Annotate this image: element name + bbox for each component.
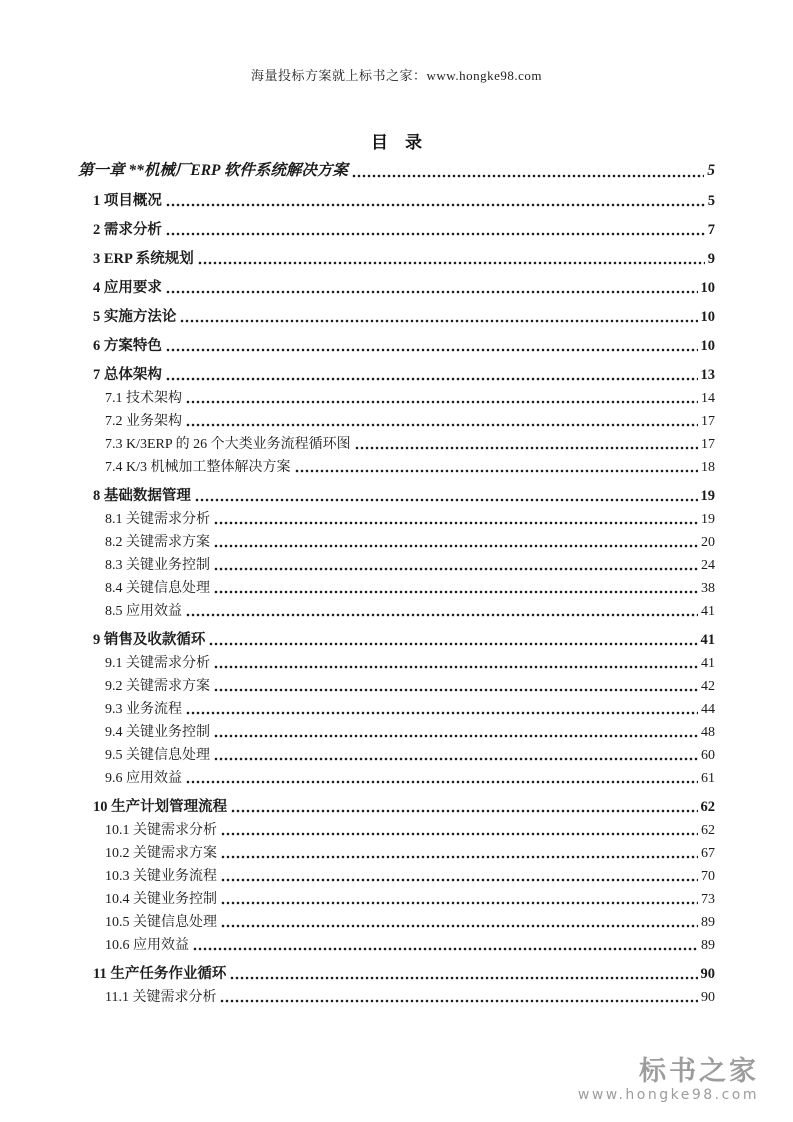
toc-entry-page: 7: [707, 222, 715, 238]
toc-entry-page: 17: [701, 436, 715, 452]
toc-entry-page: 20: [701, 534, 715, 550]
toc-entry-page: 67: [701, 845, 715, 861]
toc-entry-label: 7.4 K/3 机械加工整体解决方案: [105, 459, 291, 475]
toc-entry-label: 9.3 业务流程: [105, 701, 182, 717]
dot-leader: [166, 377, 698, 381]
toc-entry-page: 19: [701, 511, 715, 527]
toc-entry[interactable]: [78, 701, 715, 720]
dot-leader: [209, 642, 697, 646]
toc-entry-page: 41: [701, 655, 715, 671]
toc-entry[interactable]: [78, 603, 715, 622]
toc-entry-page: 17: [701, 413, 715, 429]
toc-entry[interactable]: [78, 655, 715, 674]
toc-entry-label: 9.2 关键需求方案: [105, 678, 210, 694]
toc-entry-page: 10: [700, 309, 715, 325]
toc-entry-label: 9.6 应用效益: [105, 770, 182, 786]
toc-entry-label: 11.1 关键需求分析: [105, 989, 217, 1005]
dot-leader: [186, 423, 698, 427]
toc-entry[interactable]: [78, 914, 715, 933]
dot-leader: [220, 999, 698, 1003]
dot-leader: [214, 544, 698, 548]
dot-leader: [214, 521, 698, 525]
dot-leader: [231, 809, 697, 813]
toc-entry-label: 1 项目概况: [93, 193, 162, 209]
toc-entry-page: 9: [707, 251, 715, 267]
watermark-logo: 标书之家: [639, 1056, 759, 1087]
toc-entry-page: 73: [701, 891, 715, 907]
toc-entry[interactable]: [78, 770, 715, 789]
toc-entry-page: 48: [701, 724, 715, 740]
dot-leader: [214, 590, 698, 594]
toc-entry-label: 10.2 关键需求方案: [105, 845, 217, 861]
dot-leader: [352, 174, 704, 178]
dot-leader: [166, 203, 705, 207]
toc-entry[interactable]: [78, 511, 715, 530]
toc-entry-label: 10 生产计划管理流程: [93, 799, 228, 815]
toc-entry-page: 14: [701, 390, 715, 406]
toc-entry[interactable]: [78, 366, 715, 385]
toc-entry-page: 41: [701, 603, 715, 619]
toc-entry[interactable]: [78, 337, 715, 356]
toc-entry[interactable]: [78, 747, 715, 766]
watermark: [578, 1058, 759, 1104]
toc-entry-label: 9.4 关键业务控制: [105, 724, 210, 740]
toc-entry[interactable]: [78, 557, 715, 576]
toc-entry[interactable]: [78, 487, 715, 506]
toc-entry-page: 44: [701, 701, 715, 717]
dot-leader: [198, 261, 705, 265]
dot-leader: [166, 232, 705, 236]
toc-entry[interactable]: [78, 308, 715, 327]
toc-entry-label: 8.3 关键业务控制: [105, 557, 210, 573]
toc-list: [78, 160, 715, 1007]
toc-entry[interactable]: [78, 868, 715, 887]
dot-leader: [186, 711, 698, 715]
toc-entry[interactable]: [78, 989, 715, 1008]
toc-entry-label: 4 应用要求: [93, 280, 162, 296]
toc-entry-label: 11 生产任务作业循环: [93, 966, 227, 982]
toc-entry[interactable]: [78, 965, 715, 984]
dot-leader: [221, 878, 698, 882]
toc-entry-label: 7.2 业务架构: [105, 413, 182, 429]
document-header-text: 海量投标方案就上标书之家：www.hongke98.com: [251, 68, 542, 83]
dot-leader: [193, 947, 698, 951]
toc-entry-label: 3 ERP 系统规划: [93, 251, 194, 267]
toc-entry-label: 10.6 应用效益: [105, 937, 189, 953]
dot-leader: [221, 924, 698, 928]
toc-entry-label: 8.5 应用效益: [105, 603, 182, 619]
toc-entry[interactable]: [78, 534, 715, 553]
toc-entry-page: 62: [701, 822, 715, 838]
toc-entry[interactable]: [78, 580, 715, 599]
dot-leader: [221, 855, 698, 859]
toc-entry-label: 8.2 关键需求方案: [105, 534, 210, 550]
dot-leader: [186, 780, 698, 784]
toc-entry-page: 89: [701, 914, 715, 930]
toc-entry-page: 18: [701, 459, 715, 475]
toc-entry-label: 8 基础数据管理: [93, 488, 191, 504]
dot-leader: [186, 613, 698, 617]
toc-entry-label: 7.3 K/3ERP 的 26 个大类业务流程循环图: [105, 436, 351, 452]
toc-entry-page: 60: [701, 747, 715, 763]
toc-entry-page: 70: [701, 868, 715, 884]
toc-entry-label: 8.1 关键需求分析: [105, 511, 210, 527]
dot-leader: [166, 348, 698, 352]
toc-entry[interactable]: [78, 221, 715, 240]
toc-entry[interactable]: [78, 937, 715, 956]
dot-leader: [186, 400, 698, 404]
toc-entry-page: 62: [700, 799, 715, 815]
toc-entry-label: 10.3 关键业务流程: [105, 868, 217, 884]
toc-entry-page: 42: [701, 678, 715, 694]
toc-entry-page: 61: [701, 770, 715, 786]
dot-leader: [214, 567, 698, 571]
toc-entry[interactable]: [78, 413, 715, 432]
watermark-url: www.hongke98.com: [577, 1087, 759, 1103]
toc-entry-page: 89: [701, 937, 715, 953]
toc-entry-label: 8.4 关键信息处理: [105, 580, 210, 596]
dot-leader: [295, 469, 699, 473]
toc-entry-page: 10: [700, 338, 715, 354]
toc-entry[interactable]: [78, 160, 715, 182]
toc-entry-label: 第一章 **机械厂ERP 软件系统解决方案: [78, 162, 348, 179]
dot-leader: [214, 757, 698, 761]
toc-entry-page: 24: [701, 557, 715, 573]
toc-entry-label: 10.4 关键业务控制: [105, 891, 217, 907]
toc-entry[interactable]: [78, 436, 715, 455]
toc-title: 目 录: [371, 133, 422, 152]
toc-entry[interactable]: [78, 798, 715, 817]
toc-entry-page: 19: [700, 488, 715, 504]
toc-entry-page: 5: [707, 193, 715, 209]
toc-entry-label: 6 方案特色: [93, 338, 162, 354]
toc-entry-page: 90: [701, 989, 715, 1005]
toc-entry[interactable]: [78, 631, 715, 650]
toc-entry[interactable]: [78, 192, 715, 211]
toc-entry-label: 7.1 技术架构: [105, 390, 182, 406]
toc-entry-label: 9.1 关键需求分析: [105, 655, 210, 671]
toc-entry-label: 10.5 关键信息处理: [105, 914, 217, 930]
toc-entry[interactable]: [78, 250, 715, 269]
dot-leader: [214, 734, 698, 738]
toc-entry-page: 90: [700, 966, 715, 982]
toc-entry[interactable]: [78, 459, 715, 478]
toc-entry-label: 10.1 关键需求分析: [105, 822, 217, 838]
dot-leader: [355, 446, 698, 450]
dot-leader: [230, 976, 697, 980]
toc-entry-label: 2 需求分析: [93, 222, 162, 238]
toc-entry-label: 5 实施方法论: [93, 309, 177, 325]
toc-entry[interactable]: [78, 678, 715, 697]
toc-entry-page: 41: [700, 632, 715, 648]
toc-entry[interactable]: [78, 279, 715, 298]
toc-entry[interactable]: [78, 845, 715, 864]
toc-entry-label: 9.5 关键信息处理: [105, 747, 210, 763]
toc-entry-label: 9 销售及收款循环: [93, 632, 206, 648]
toc-entry[interactable]: [78, 724, 715, 743]
toc-entry[interactable]: [78, 822, 715, 841]
toc-entry-page: 38: [701, 580, 715, 596]
dot-leader: [214, 665, 698, 669]
toc-entry-page: 10: [700, 280, 715, 296]
dot-leader: [195, 498, 698, 502]
toc-entry-page: 5: [707, 162, 715, 179]
dot-leader: [221, 901, 698, 905]
dot-leader: [214, 688, 698, 692]
toc-entry-page: 13: [700, 367, 715, 383]
toc-entry[interactable]: [78, 390, 715, 409]
toc-entry-label: 7 总体架构: [93, 367, 162, 383]
dot-leader: [221, 832, 698, 836]
dot-leader: [166, 290, 698, 294]
toc-entry[interactable]: [78, 891, 715, 910]
dot-leader: [180, 319, 697, 323]
